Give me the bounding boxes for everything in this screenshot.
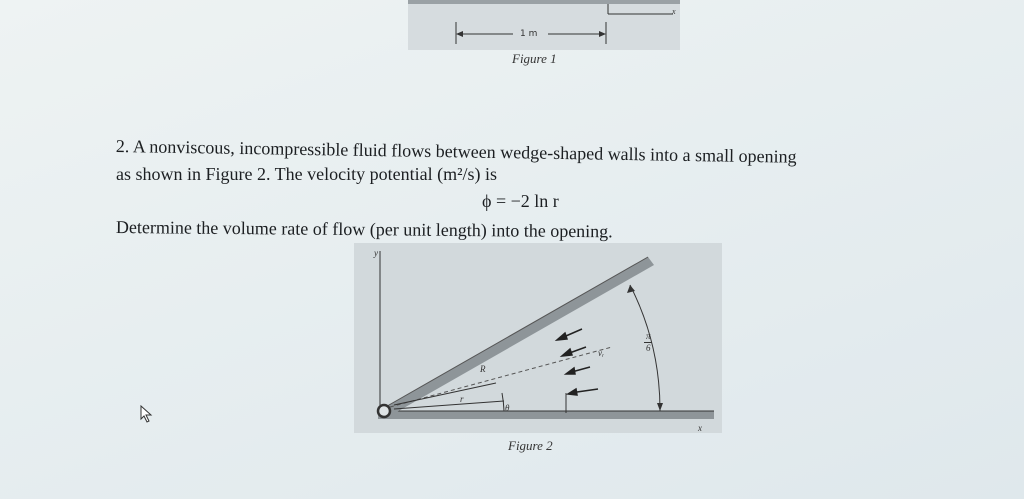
vr-label: vᵣ	[598, 348, 605, 358]
problem-line-4: Determine the volume rate of flow (per unit length) into the opening.	[115, 216, 613, 242]
r-label: r	[460, 394, 464, 404]
figure-1-drawing	[408, 0, 680, 50]
figure-1-x-label: x	[672, 7, 676, 16]
y-axis-label: y	[374, 248, 378, 258]
x-axis-label: x	[698, 423, 702, 433]
velocity-arrows	[557, 329, 598, 395]
figure-1	[408, 0, 680, 50]
angle-numerator: π	[646, 331, 651, 341]
angle-denominator: 6	[646, 343, 651, 353]
figure-2-drawing	[354, 243, 722, 433]
R-label: R	[480, 364, 486, 374]
inclined-wall	[382, 257, 654, 417]
figure-2	[354, 243, 722, 433]
problem-line-2: as shown in Figure 2. The velocity potential (m²/s) is	[116, 164, 498, 184]
figure-1-dimension-label: 1 m	[520, 29, 538, 39]
mouse-cursor-icon	[139, 405, 153, 427]
figure-2-caption: Figure 2	[508, 438, 553, 453]
problem-line-1: 2. A nonviscous, incompressible fluid flows between wedge-shaped walls into a small opening	[115, 135, 797, 167]
figure-1-caption: Figure 1	[512, 51, 557, 66]
theta-label: θ	[505, 403, 510, 413]
bottom-wall	[378, 411, 714, 419]
velocity-potential-equation: ϕ = −2 ln r	[482, 191, 559, 211]
opening	[378, 405, 390, 417]
